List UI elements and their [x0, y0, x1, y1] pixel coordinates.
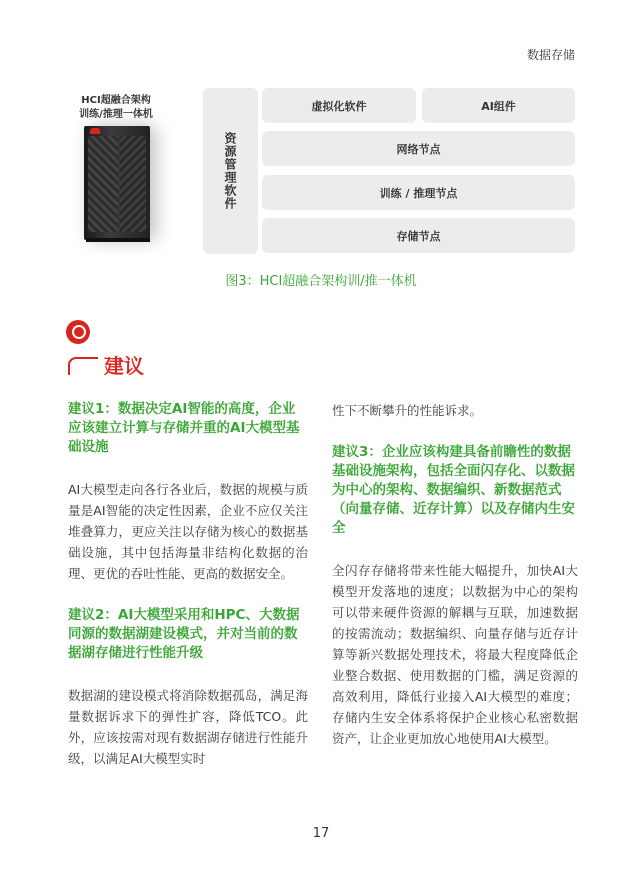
figure-caption: 图3：HCI超融合架构训/推一体机	[225, 274, 417, 289]
page-number: 17	[312, 826, 330, 841]
device-label-line1: HCI超融合架构	[81, 95, 151, 106]
section-header: 数据存储	[526, 48, 575, 62]
heading-bracket-decoration	[68, 357, 98, 375]
server-rack-image	[84, 126, 156, 240]
recommendation-1-title: 建议1：数据决定AI智能的高度，企业应该建立计算与存储并重的AI大模型基础设施	[68, 401, 300, 455]
recommendation-2-body: 数据湖的建设模式将消除数据孤岛，满足海量数据诉求下的弹性扩容，降低TCO。此外，应该按需对现有数据湖存储进行性能升级，以满足AI大模型实时	[68, 688, 308, 766]
lightbulb-icon	[66, 320, 90, 344]
huawei-logo-icon	[90, 128, 100, 134]
device-label-line2: 训练/推理一体机	[79, 109, 153, 120]
train-infer-node-block: 训练 / 推理节点	[262, 175, 575, 210]
section-title: 建议	[104, 354, 144, 378]
left-column	[68, 400, 308, 791]
recommendation-2-title: 建议2：AI大模型采用和HPC、大数据同源的数据湖建设模式，并对当前的数据湖存储进行性能升级	[68, 607, 300, 661]
recommendation-3-title: 建议3：企业应该构建具备前瞻性的数据基础设施架构，包括全面闪存化、以数据为中心的架构、数据编织、新数据范式（向量存储、近存计算）以及存储内生安全	[332, 444, 575, 536]
network-node-block: 网络节点	[262, 131, 575, 166]
virtualization-software-block: 虚拟化软件	[262, 88, 416, 123]
device-label	[64, 94, 168, 122]
architecture-diagram	[203, 88, 578, 254]
resource-management-box	[203, 88, 258, 254]
right-column	[332, 400, 578, 771]
recommendation-3-body: 全闪存存储将带来性能大幅提升，加快AI大模型开发落地的速度；以数据为中心的架构可以带来硬件资源的解耦与互联，加速数据的按需流动；数据编织、向量存储与近存计算等新兴数据处理技术，将最大程度降低企业整合数据、使用数据的门槛，满足资源的高效利用，降低行业接入AI大模型的难度；存储内生安全体系将保护企业核心私密数据资产，让企业更加放心地使用AI大模型。	[332, 563, 578, 746]
recommendation-1-body: AI大模型走向各行各业后，数据的规模与质量是AI智能的决定性因素，企业不应仅关注堆叠算力，更应关注以存储为核心的数据基础设施，其中包括海量非结构化数据的治理、更优的吞吐性能、更高的数据安全。	[68, 482, 308, 581]
storage-node-block: 存储节点	[262, 218, 575, 253]
resource-management-label: 资源管理软件	[223, 132, 237, 210]
recommendation-2-body-continued: 性下不断攀升的性能诉求。	[332, 403, 483, 418]
ai-components-block: AI组件	[422, 88, 575, 123]
